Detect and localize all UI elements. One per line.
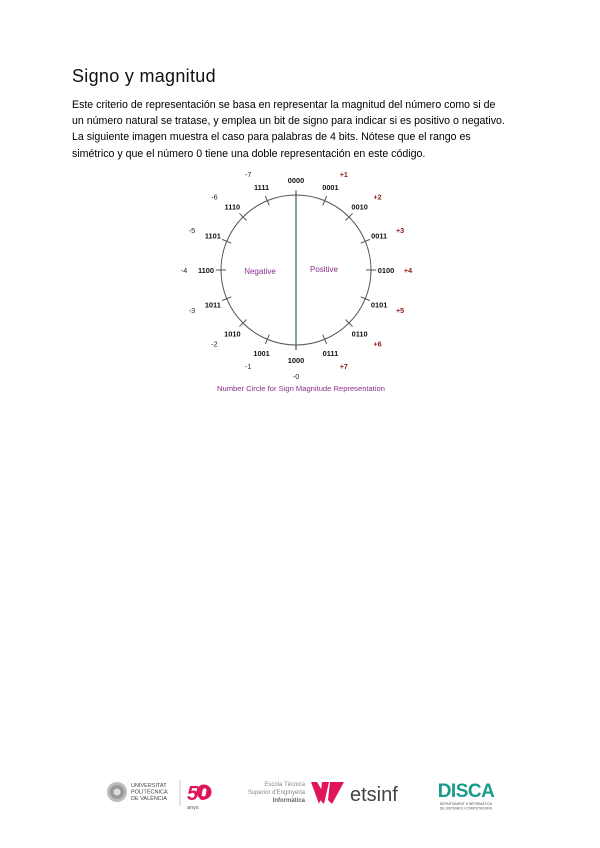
paragraph-line: un número natural se tratase, y emplea un bit de signo para indicar si es positivo o negativo. xyxy=(72,115,505,128)
decimal-value-label: -4 xyxy=(180,266,188,275)
decimal-value-label: +4 xyxy=(403,266,413,275)
decimal-value-label: +2 xyxy=(373,192,382,202)
decimal-value-label: -6 xyxy=(211,192,218,202)
decimal-value-label: +7 xyxy=(339,362,348,372)
circle-tick xyxy=(361,297,370,301)
paragraph-line: Este criterio de representación se basa en representar la magnitud del número como si de xyxy=(72,99,496,111)
anys-label: anys xyxy=(187,805,199,811)
binary-code-label: 0000 xyxy=(287,176,305,185)
etsinf-name-line: Escola Tècnica xyxy=(264,782,305,788)
fifty-anys-logo xyxy=(187,783,210,811)
binary-code-label: 0010 xyxy=(351,202,368,212)
number-circle-figure xyxy=(160,170,440,400)
binary-code-label: 0111 xyxy=(322,349,339,359)
circle-tick xyxy=(222,297,231,301)
section-heading: Signo y magnitud xyxy=(72,66,216,86)
decimal-value-label: +6 xyxy=(373,339,382,349)
circle-tick xyxy=(323,335,327,344)
decimal-value-label: -0 xyxy=(292,372,300,381)
decimal-value-label: -7 xyxy=(244,170,252,179)
binary-code-label: 1010 xyxy=(224,329,241,339)
binary-code-label: 0110 xyxy=(351,329,368,339)
etsinf-v-logo xyxy=(311,782,344,804)
decimal-value-label: +5 xyxy=(395,305,405,315)
binary-code-label: 1100 xyxy=(197,266,215,275)
decimal-value-label: -5 xyxy=(188,226,196,236)
body-paragraph xyxy=(72,97,532,162)
decimal-value-label: +1 xyxy=(339,170,348,179)
disca-logo xyxy=(438,778,495,811)
upv-seal-logo xyxy=(107,782,127,802)
upv-name-line: DE VALÈNCIA xyxy=(131,796,167,802)
decimal-value-label: -3 xyxy=(188,305,196,315)
etsinf-name-line: Informàtica xyxy=(272,798,305,804)
paragraph-line: simétrico y que el número 0 tiene una doble representación en este código. xyxy=(72,147,426,160)
footer-logos xyxy=(100,770,500,815)
upv-name-line: UNIVERSITAT xyxy=(131,783,167,789)
binary-code-label: 0011 xyxy=(371,231,388,241)
binary-code-label: 1101 xyxy=(204,231,221,241)
paragraph-line: La siguiente imagen muestra el caso para palabras de 4 bits. Nótese que el rango es xyxy=(72,131,471,144)
binary-code-label: 0101 xyxy=(370,300,388,310)
circle-tick xyxy=(265,196,269,205)
binary-code-label: 1000 xyxy=(287,356,305,365)
circle-tick xyxy=(265,335,269,344)
binary-code-label: 0001 xyxy=(322,182,339,192)
figure-caption: Number Circle for Sign Magnitude Representation xyxy=(217,384,385,393)
binary-code-label: 0100 xyxy=(377,266,395,275)
decimal-value-label: +3 xyxy=(395,226,405,236)
disca-subtitle-line: DEPARTAMENT D'INFORMÀTICA xyxy=(439,802,493,806)
circle-tick xyxy=(361,239,370,243)
disca-subtitle-line: DE SISTEMES I COMPUTADORS xyxy=(439,806,493,811)
etsinf-brand: etsinf xyxy=(350,784,398,806)
disca-brand: DISCA xyxy=(437,781,495,802)
binary-code-label: 1001 xyxy=(253,349,270,359)
positive-region-label: Positive xyxy=(309,265,339,274)
binary-code-label: 1011 xyxy=(204,300,221,310)
binary-code-label: 1110 xyxy=(224,202,241,212)
anys-number: 50 xyxy=(187,783,210,805)
decimal-value-label: -1 xyxy=(244,362,252,372)
decimal-value-label: -2 xyxy=(211,339,218,349)
circle-tick xyxy=(222,239,231,243)
upv-name-line: POLITÈCNICA xyxy=(131,789,168,796)
binary-code-label: 1111 xyxy=(253,182,270,192)
negative-region-label: Negative xyxy=(244,267,276,276)
circle-tick xyxy=(323,196,327,205)
etsinf-name-line: Superior d'Enginyeria xyxy=(247,790,305,796)
